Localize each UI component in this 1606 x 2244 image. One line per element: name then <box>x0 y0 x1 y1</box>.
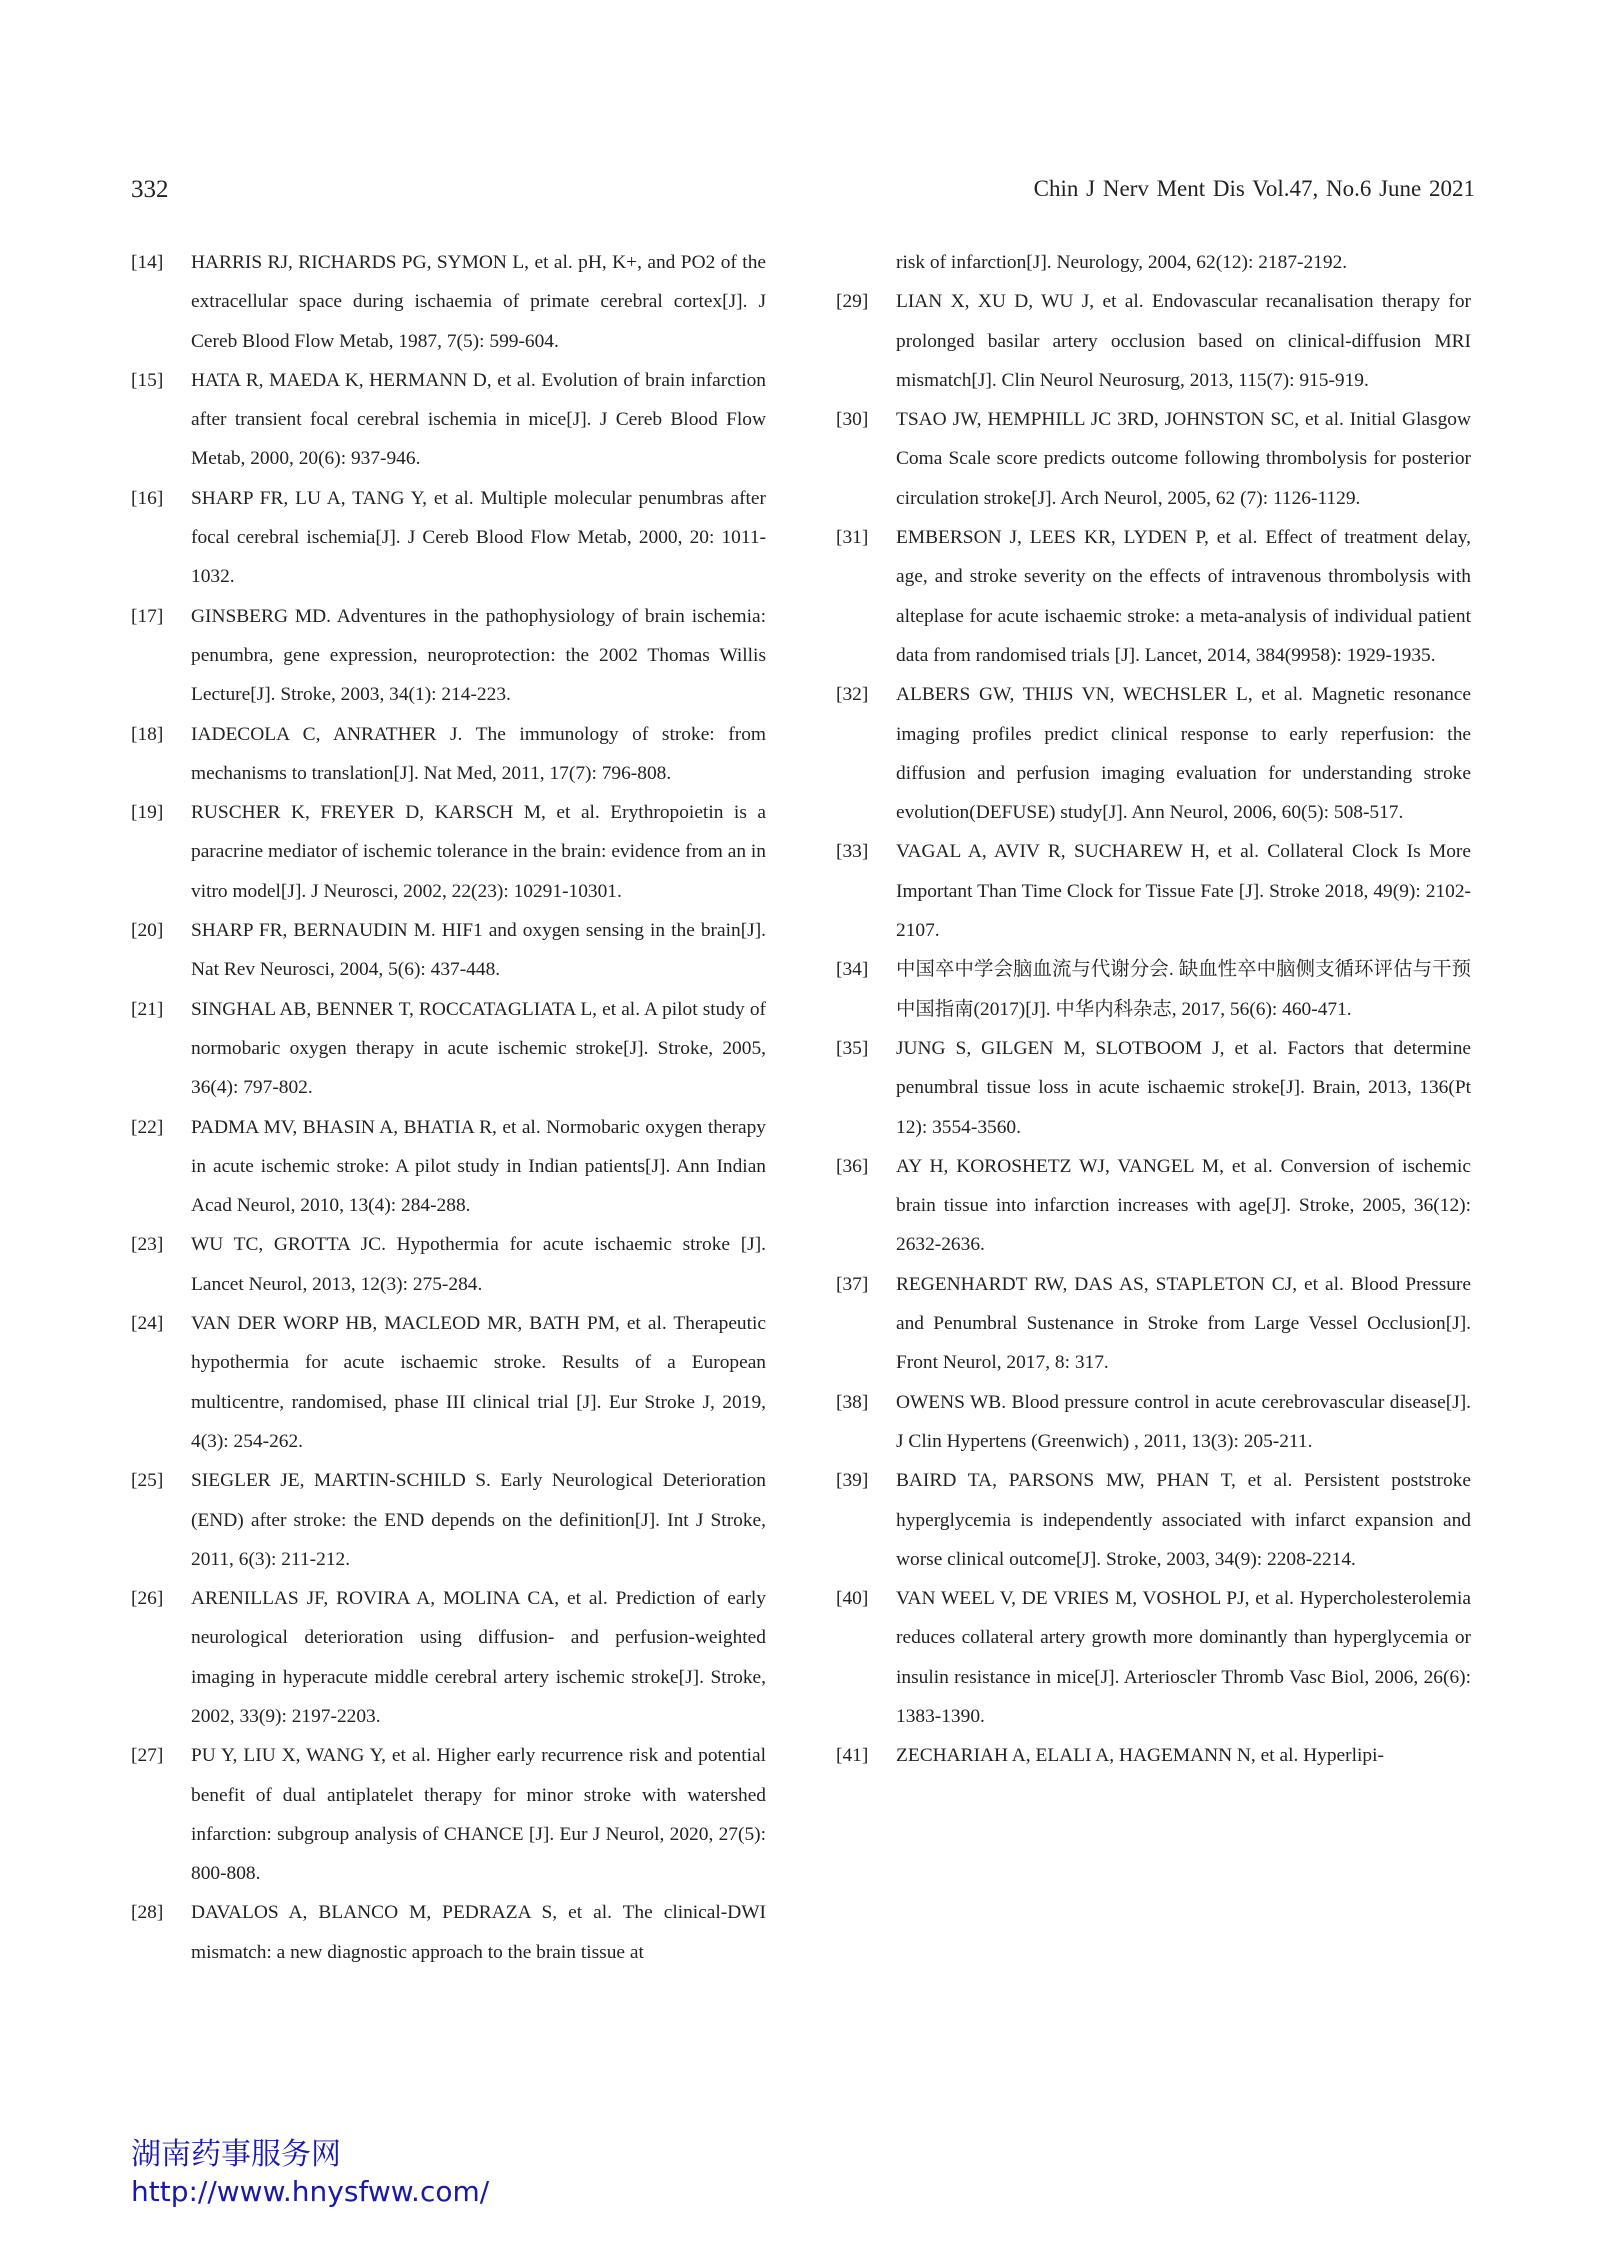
reference-number: [39] <box>836 1470 869 1492</box>
reference-text: EMBERSON J, LEES KR, LYDEN P, et al. Effect of treatment delay, age, and stroke severity on the effects of intravenous thrombolysis with alteplase for acute ischaemic stroke: a meta-analysis of individual patient data from randomised trials [J]. Lancet, 2014, 384(9958): 1929-1935. <box>896 527 1471 666</box>
reference-number: [41] <box>836 1745 869 1767</box>
reference-text: HATA R, MAEDA K, HERMANN D, et al. Evolution of brain infarction after transient focal cerebral ischemia in mice[J]. J Cereb Blood Flow Metab, 2000, 20(6): 937-946. <box>191 369 766 470</box>
reference-text: 中国卒中学会脑血流与代谢分会. 缺血性卒中脑侧支循环评估与干预中国指南(2017)[J]. 中华内科杂志, 2017, 56(6): 460-471. <box>896 959 1471 1020</box>
references-left-column <box>131 243 766 1972</box>
reference-text: JUNG S, GILGEN M, SLOTBOOM J, et al. Factors that determine penumbral tissue loss in acute ischaemic stroke[J]. Brain, 2013, 136(Pt 12): 3554-3560. <box>896 1037 1471 1138</box>
reference-number: [32] <box>836 684 869 706</box>
reference-text: WU TC, GROTTA JC. Hypothermia for acute ischaemic stroke [J]. Lancet Neurol, 2013, 12(3): 275-284. <box>191 1234 766 1295</box>
reference-text: ALBERS GW, THIJS VN, WECHSLER L, et al. Magnetic resonance imaging profiles predict clinical response to early reperfusion: the diffusion and perfusion imaging evaluation for understanding stroke evolution(DEFUSE) study[J]. Ann Neurol, 2006, 60(5): 508-517. <box>896 684 1471 824</box>
reference-item <box>836 400 1471 518</box>
journal-name: Chin J Nerv Ment Dis <box>1033 176 1245 201</box>
journal-date: June 2021 <box>1379 176 1475 201</box>
reference-number: [14] <box>131 252 164 273</box>
reference-item <box>836 1147 1471 1265</box>
reference-text: PU Y, LIU X, WANG Y, et al. Higher early recurrence risk and potential benefit of dual antiplatelet therapy for minor stroke with watershed infarction: subgroup analysis of CHANCE [J]. Eur J Neurol, 2020, 27(5): 800-808. <box>191 1745 766 1885</box>
reference-item <box>836 1579 1471 1736</box>
reference-continuation: risk of infarction[J]. Neurology, 2004, 62(12): 2187-2192. <box>896 252 1348 273</box>
reference-item <box>131 1736 766 1893</box>
reference-item <box>836 1265 1471 1383</box>
reference-item <box>131 243 766 361</box>
reference-number: [33] <box>836 841 869 863</box>
reference-item <box>836 1383 1471 1462</box>
reference-text: VAGAL A, AVIV R, SUCHAREW H, et al. Collateral Clock Is More Important Than Time Clock for Tissue Fate [J]. Stroke 2018, 49(9): 2102-2107. <box>896 841 1471 942</box>
reference-number: [24] <box>131 1313 164 1335</box>
reference-item <box>836 1736 1471 1775</box>
reference-number: [16] <box>131 487 164 509</box>
reference-item <box>131 1461 766 1579</box>
reference-item <box>836 518 1471 675</box>
reference-item <box>131 990 766 1108</box>
reference-item <box>131 1108 766 1226</box>
reference-number: [35] <box>836 1037 869 1059</box>
reference-text: SINGHAL AB, BENNER T, ROCCATAGLIATA L, et al. A pilot study of normobaric oxygen therapy in acute ischemic stroke[J]. Stroke, 2005, 36(4): 797-802. <box>191 998 766 1099</box>
reference-number: [17] <box>131 605 164 627</box>
reference-text: PADMA MV, BHASIN A, BHATIA R, et al. Normobaric oxygen therapy in acute ischemic stroke: A pilot study in Indian patients[J]. Ann Indian Acad Neurol, 2010, 13(4): 284-288. <box>191 1116 766 1217</box>
references-right-column <box>836 243 1471 1776</box>
reference-item <box>131 1225 766 1304</box>
reference-number: [31] <box>836 527 869 549</box>
reference-item <box>131 597 766 715</box>
reference-text: SHARP FR, BERNAUDIN M. HIF1 and oxygen sensing in the brain[J]. Nat Rev Neurosci, 2004, 5(6): 437-448. <box>191 920 766 981</box>
watermark <box>131 2136 489 2210</box>
reference-text: REGENHARDT RW, DAS AS, STAPLETON CJ, et al. Blood Pressure and Penumbral Sustenance in Stroke from Large Vessel Occlusion[J]. Front Neurol, 2017, 8: 317. <box>896 1273 1471 1374</box>
reference-number: [19] <box>131 802 164 824</box>
reference-text: GINSBERG MD. Adventures in the pathophysiology of brain ischemia: penumbra, gene expression, neuroprotection: the 2002 Thomas Willis Lecture[J]. Stroke, 2003, 34(1): 214-223. <box>191 605 766 706</box>
reference-text: BAIRD TA, PARSONS MW, PHAN T, et al. Persistent poststroke hyperglycemia is independently associated with infarct expansion and worse clinical outcome[J]. Stroke, 2003, 34(9): 2208-2214. <box>896 1470 1471 1570</box>
reference-item <box>836 282 1471 400</box>
reference-item <box>131 479 766 597</box>
reference-text: ZECHARIAH A, ELALI A, HAGEMANN N, et al. Hyperlipi- <box>896 1745 1384 1767</box>
reference-text: ARENILLAS JF, ROVIRA A, MOLINA CA, et al. Prediction of early neurological deterioration using diffusion- and perfusion-weighted imaging in hyperacute middle cerebral artery ischemic stroke[J]. Stroke, 2002, 33(9): 2197-2203. <box>191 1588 766 1727</box>
journal-volume: Vol.47, No.6 <box>1252 176 1372 201</box>
reference-number: [22] <box>131 1116 164 1138</box>
reference-item <box>131 1579 766 1736</box>
watermark-site-name: 湖南药事服务网 <box>131 2137 341 2172</box>
reference-text: IADECOLA C, ANRATHER J. The immunology of stroke: from mechanisms to translation[J]. Nat Med, 2011, 17(7): 796-808. <box>191 723 766 784</box>
reference-number: [30] <box>836 409 869 431</box>
running-header <box>1034 176 1475 202</box>
reference-item <box>836 1461 1471 1579</box>
reference-item <box>131 911 766 990</box>
reference-text: HARRIS RJ, RICHARDS PG, SYMON L, et al. pH, K+, and PO2 of the extracellular space during ischaemia of primate cerebral cortex[J]. J Cereb Blood Flow Metab, 1987, 7(5): 599-604. <box>191 252 766 352</box>
reference-number: [36] <box>836 1155 869 1177</box>
reference-text: SIEGLER JE, MARTIN-SCHILD S. Early Neurological Deterioration (END) after stroke: the END depends on the definition[J]. Int J Stroke, 2011, 6(3): 211-212. <box>191 1470 766 1570</box>
reference-number: [34] <box>836 959 869 981</box>
reference-item <box>131 715 766 794</box>
reference-text: TSAO JW, HEMPHILL JC 3RD, JOHNSTON SC, et al. Initial Glasgow Coma Scale score predicts outcome following thrombolysis for posterior circulation stroke[J]. Arch Neurol, 2005, 62 (7): 1126-1129. <box>896 409 1471 509</box>
reference-item <box>131 793 766 911</box>
reference-text: VAN DER WORP HB, MACLEOD MR, BATH PM, et al. Therapeutic hypothermia for acute ischaemic stroke. Results of a European multicentre, randomised, phase III clinical trial [J]. Eur Stroke J, 2019, 4(3): 254-262. <box>191 1313 766 1452</box>
reference-number: [37] <box>836 1273 869 1295</box>
reference-number: [29] <box>836 291 869 313</box>
reference-text: LIAN X, XU D, WU J, et al. Endovascular recanalisation therapy for prolonged basilar artery occlusion based on clinical-diffusion MRI mismatch[J]. Clin Neurol Neurosurg, 2013, 115(7): 915-919. <box>896 291 1471 391</box>
reference-number: [23] <box>131 1234 164 1256</box>
reference-text: DAVALOS A, BLANCO M, PEDRAZA S, et al. The clinical-DWI mismatch: a new diagnostic approach to the brain tissue at <box>191 1902 766 1963</box>
reference-text: OWENS WB. Blood pressure control in acute cerebrovascular disease[J]. J Clin Hypertens (Greenwich) , 2011, 13(3): 205-211. <box>896 1391 1471 1452</box>
reference-text: VAN WEEL V, DE VRIES M, VOSHOL PJ, et al. Hypercholesterolemia reduces collateral artery growth more dominantly than hyperglycemia or insulin resistance in mice[J]. Arterioscler Thromb Vasc Biol, 2006, 26(6): 1383-1390. <box>896 1588 1471 1727</box>
page-number: 332 <box>131 176 169 203</box>
reference-text: SHARP FR, LU A, TANG Y, et al. Multiple molecular penumbras after focal cerebral ischemia[J]. J Cereb Blood Flow Metab, 2000, 20: 1011-1032. <box>191 487 766 588</box>
reference-number: [40] <box>836 1588 869 1610</box>
reference-item <box>836 1029 1471 1147</box>
watermark-url: http://www.hnysfww.com/ <box>131 2175 490 2208</box>
reference-number: [25] <box>131 1470 164 1492</box>
reference-text: RUSCHER K, FREYER D, KARSCH M, et al. Erythropoietin is a paracrine mediator of ischemic tolerance in the brain: evidence from an in vitro model[J]. J Neurosci, 2002, 22(23): 10291-10301. <box>191 802 766 902</box>
reference-item <box>836 675 1471 832</box>
reference-item <box>131 1304 766 1461</box>
reference-number: [15] <box>131 369 164 391</box>
reference-number: [28] <box>131 1902 164 1924</box>
reference-number: [20] <box>131 920 164 942</box>
reference-number: [27] <box>131 1745 164 1767</box>
reference-number: [21] <box>131 998 164 1020</box>
reference-item <box>131 1893 766 1972</box>
reference-number: [26] <box>131 1588 164 1610</box>
reference-number: [38] <box>836 1391 869 1413</box>
reference-text: AY H, KOROSHETZ WJ, VANGEL M, et al. Conversion of ischemic brain tissue into infarction increases with age[J]. Stroke, 2005, 36(12): 2632-2636. <box>896 1155 1471 1256</box>
reference-item <box>131 361 766 479</box>
reference-item <box>836 832 1471 950</box>
reference-number: [18] <box>131 723 164 745</box>
reference-item <box>836 950 1471 1029</box>
